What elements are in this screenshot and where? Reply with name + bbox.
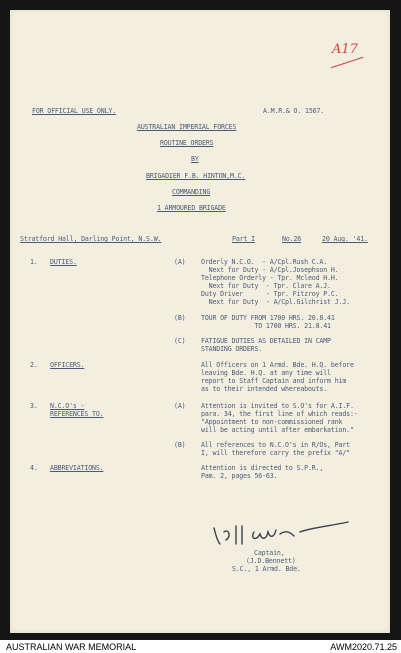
text-line: leaving Bde. H.Q. at any time will <box>201 369 331 377</box>
footer-institution: AUSTRALIAN WAR MEMORIAL <box>6 642 137 652</box>
text-line: Next for Duty - A/Cpl.Gilchrist J.J. <box>201 298 350 306</box>
dateline-part: Part I <box>232 235 255 243</box>
dateline-place: Stratford Hall, Darling Point, N.S.W. <box>20 235 162 243</box>
text-line: I, will therefore carry the prefix "A/" <box>201 449 350 457</box>
text-line: report to Staff Captain and inform him <box>201 377 347 385</box>
item-number: 3. <box>30 402 38 410</box>
document-page <box>10 10 390 633</box>
item-title: N.C.O's - <box>50 402 85 410</box>
text-line: Duty Driver - Tpr. Fitzroy P.C. <box>201 290 339 298</box>
text-line: TO 1700 HRS. 21.8.41 <box>201 322 331 330</box>
header-line-6: 1 ARMOURED BRIGADE <box>157 204 226 212</box>
item-title: ABBREVIATIONS. <box>50 464 104 472</box>
para-letter: (A) <box>174 402 186 410</box>
item-title: DUTIES. <box>50 258 77 266</box>
item-number: 4. <box>30 464 38 472</box>
text-line: Pam. 2, pages 56-63. <box>201 472 278 480</box>
text-line: All Officers on 1 Armd. Bde. H.Q. before <box>201 361 354 369</box>
signatory-rank: Captain, <box>254 549 285 557</box>
item-number: 1. <box>30 258 38 266</box>
handwritten-annotation: A17 <box>332 42 358 57</box>
text-line: Attention is invited to S.O's for A.I.F. <box>201 402 354 410</box>
text-line: "Appointment to non-commissioned rank <box>201 418 343 426</box>
handwritten-signature <box>210 518 370 548</box>
text-line: TOUR OF DUTY FROM 1700 HRS. 20.8.41 <box>201 314 335 322</box>
order-reference: A.M.R.& O. 1567. <box>263 107 325 115</box>
para-letter: (B) <box>174 314 186 322</box>
text-line: para. 34, the first line of which reads:- <box>201 410 358 418</box>
item-number: 2. <box>30 361 38 369</box>
dateline-date: 20 Aug. '41. <box>322 235 368 243</box>
signatory-unit: S.C., 1 Armd. Bde. <box>232 565 301 573</box>
header-line-1: AUSTRALIAN IMPERIAL FORCES <box>137 123 237 131</box>
item-title: OFFICERS. <box>50 361 85 369</box>
classification-label: FOR OFFICIAL USE ONLY. <box>32 107 117 115</box>
item-title-continued: REFERENCES TO. <box>50 410 104 418</box>
para-letter: (A) <box>174 258 186 266</box>
annotation-underline <box>331 57 364 68</box>
header-line-5: COMMANDING <box>172 188 211 196</box>
signatory-name: (J.D.Bennett) <box>246 557 296 565</box>
text-line: as to their intended whereabouts. <box>201 385 328 393</box>
text-line: FATIGUE DUTIES AS DETAILED IN CAMP <box>201 337 331 345</box>
text-line: will be acting until after embarkation." <box>201 426 354 434</box>
text-line: Next for Duty - A/Cpl.Josephson H. <box>201 266 339 274</box>
footer-accession: AWM2020.71.25 <box>330 642 397 652</box>
text-line: STANDING ORDERS. <box>201 345 263 353</box>
text-line: Orderly N.C.O. - A/Cpl.Rush C.A. <box>201 258 328 266</box>
text-line: Attention is directed to S.P.R., <box>201 464 324 472</box>
header-line-4: BRIGADIER F.B. HINTON,M.C. <box>146 172 246 180</box>
para-letter: (B) <box>174 441 186 449</box>
header-line-3: BY <box>191 155 199 163</box>
text-line: All references to N.C.O's in R/Os, Part <box>201 441 350 449</box>
para-letter: (C) <box>174 337 186 345</box>
dateline-number: No.26 <box>282 235 302 243</box>
text-line: Next for Duty - Tpr. Clare A.J. <box>201 282 331 290</box>
text-line: Telephone Orderly - Tpr. Mcleod H.H. <box>201 274 339 282</box>
header-line-2: ROUTINE ORDERS <box>160 139 214 147</box>
